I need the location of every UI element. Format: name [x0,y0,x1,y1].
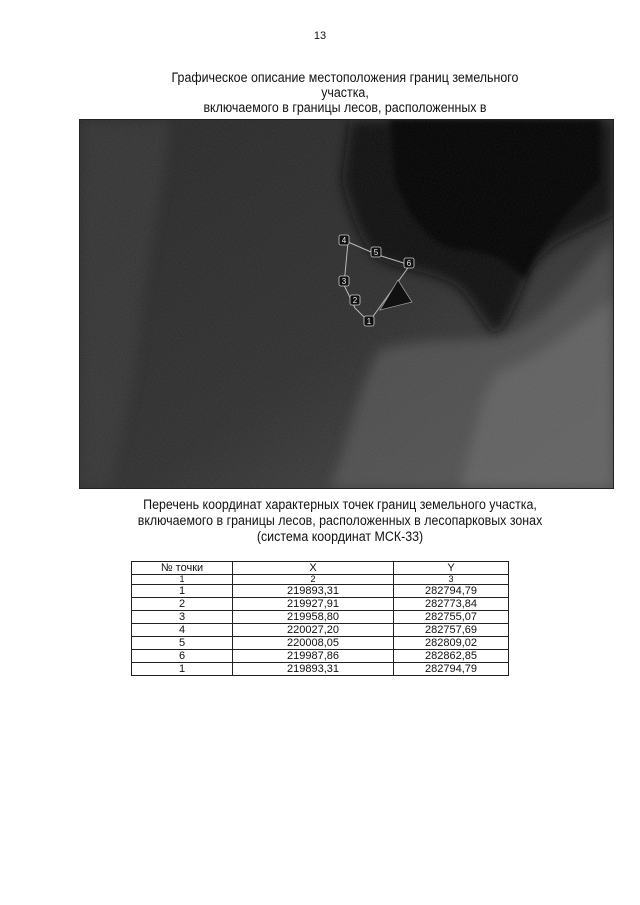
point-marker-6 [404,258,414,268]
map-title-line-1: Графическое описание местоположения границ земельного участка, [171,70,519,100]
table-row [132,624,509,637]
header-y: Y [394,562,509,575]
point-marker-2 [350,295,360,305]
point-number-cell: 4 [132,624,233,637]
y-cell: 282757,69 [394,624,509,637]
svg-text:5: 5 [373,248,379,257]
point-marker-5 [371,247,381,257]
index-cell: 3 [394,575,509,585]
x-cell: 220027,20 [233,624,394,637]
y-cell: 282794,79 [394,663,509,676]
y-cell: 282755,07 [394,611,509,624]
y-cell: 282794,79 [394,585,509,598]
point-marker-1 [364,316,374,326]
index-cell: 2 [233,575,394,585]
point-number-cell: 1 [132,663,233,676]
y-cell: 282809,02 [394,637,509,650]
coordinates-title-line-2: включаемого в границы лесов, расположенных в лесопарковых зонах [137,513,543,528]
point-number-cell: 1 [132,585,233,598]
table-row [132,663,509,676]
table-row [132,650,509,663]
coordinates-title [138,497,543,545]
x-cell: 219893,31 [233,585,394,598]
svg-text:4: 4 [341,236,347,245]
x-cell: 219893,31 [233,663,394,676]
svg-text:2: 2 [352,296,358,305]
x-cell: 220008,05 [233,637,394,650]
coordinates-table [131,561,509,676]
y-cell: 282862,85 [394,650,509,663]
table-row [132,611,509,624]
header-x: X [233,562,394,575]
table-row [132,585,509,598]
x-cell: 219987,86 [233,650,394,663]
table-header-row [132,562,509,575]
svg-text:3: 3 [341,277,347,286]
map-title-line-2: включаемого в границы лесов, расположенных в [203,100,487,115]
coordinates-title-line-3: (система координат МСК-33) [256,529,424,544]
coordinates-title-line-1: Перечень координат характерных точек границ земельного участка, [143,497,537,512]
point-number-cell: 2 [132,598,233,611]
table-index-row [132,575,509,585]
point-number-cell: 3 [132,611,233,624]
point-number-cell: 5 [132,637,233,650]
page-number: 13 [313,30,327,42]
point-marker-4 [339,235,349,245]
point-number-cell: 6 [132,650,233,663]
x-cell: 219958,80 [233,611,394,624]
map-noise [80,120,613,488]
header-point-number: № точки [132,562,233,575]
aerial-map-image [79,119,614,489]
table-row [132,598,509,611]
svg-text:6: 6 [406,259,412,268]
table-row [132,637,509,650]
index-cell: 1 [132,575,233,585]
x-cell: 219927,91 [233,598,394,611]
svg-text:1: 1 [366,317,372,326]
y-cell: 282773,84 [394,598,509,611]
point-marker-3 [339,276,349,286]
aerial-map-svg [80,120,613,488]
